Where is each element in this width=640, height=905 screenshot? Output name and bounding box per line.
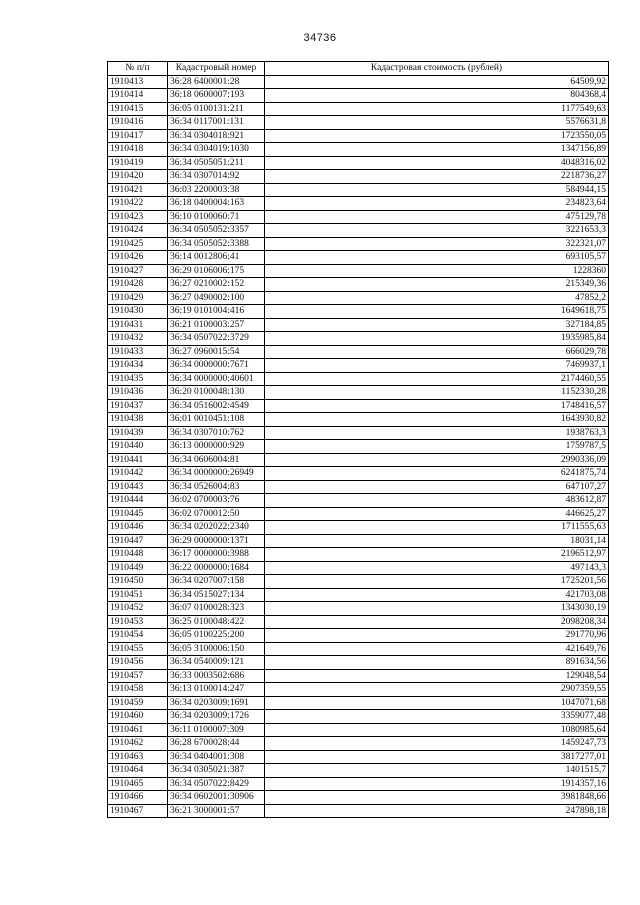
cadastral-number-cell: 36:34 0307010:762: [168, 426, 265, 440]
table-row: [108, 318, 609, 332]
cadastral-number-cell: 36:34 0304018:921: [168, 129, 265, 143]
table-row: [108, 791, 609, 805]
table-row: [108, 575, 609, 589]
table-row: [108, 102, 609, 116]
row-index-cell: 1910416: [108, 116, 168, 130]
row-index-cell: 1910419: [108, 156, 168, 170]
table-row: [108, 521, 609, 535]
cadastral-value-cell: 1649618,75: [265, 305, 609, 319]
cadastral-number-cell: 36:10 0100060:71: [168, 210, 265, 224]
row-index-cell: 1910453: [108, 615, 168, 629]
cadastral-value-cell: 1177549,63: [265, 102, 609, 116]
table-row: [108, 642, 609, 656]
table-row: [108, 737, 609, 751]
cadastral-number-cell: 36:20 0100048:130: [168, 386, 265, 400]
cadastral-number-cell: 36:21 0100003:257: [168, 318, 265, 332]
cadastral-value-cell: 1914357,16: [265, 777, 609, 791]
cadastral-number-cell: 36:34 0507022:8429: [168, 777, 265, 791]
cadastral-value-cell: 247898,18: [265, 804, 609, 818]
cadastral-value-cell: 1935985,84: [265, 332, 609, 346]
cadastral-value-cell: 1401515,7: [265, 764, 609, 778]
cadastral-number-cell: 36:19 0101004:416: [168, 305, 265, 319]
table-row: [108, 494, 609, 508]
table-row: [108, 129, 609, 143]
row-index-cell: 1910448: [108, 548, 168, 562]
row-index-cell: 1910422: [108, 197, 168, 211]
table-row: [108, 75, 609, 89]
cadastral-number-cell: 36:05 3100006:150: [168, 642, 265, 656]
cadastral-number-cell: 36:34 0505051:211: [168, 156, 265, 170]
table-row: [108, 372, 609, 386]
cadastral-value-cell: 483612,87: [265, 494, 609, 508]
cadastral-value-cell: 1080985,64: [265, 723, 609, 737]
row-index-cell: 1910430: [108, 305, 168, 319]
row-index-cell: 1910424: [108, 224, 168, 238]
table-row: [108, 89, 609, 103]
cadastral-number-cell: 36:33 0003502:686: [168, 669, 265, 683]
row-index-cell: 1910459: [108, 696, 168, 710]
row-index-cell: 1910428: [108, 278, 168, 292]
table-row: [108, 413, 609, 427]
row-index-cell: 1910414: [108, 89, 168, 103]
column-header-index: № п/п: [108, 62, 168, 76]
row-index-cell: 1910466: [108, 791, 168, 805]
row-index-cell: 1910413: [108, 75, 168, 89]
cadastral-value-table: [107, 61, 609, 818]
table-row: [108, 656, 609, 670]
cadastral-value-cell: 18031,14: [265, 534, 609, 548]
cadastral-value-cell: 291770,96: [265, 629, 609, 643]
table-row: [108, 426, 609, 440]
cadastral-number-cell: 36:17 0000000:3988: [168, 548, 265, 562]
cadastral-value-cell: 1643930,82: [265, 413, 609, 427]
cadastral-value-cell: 3981848,66: [265, 791, 609, 805]
cadastral-value-cell: 891634,56: [265, 656, 609, 670]
cadastral-number-cell: 36:34 0526004:83: [168, 480, 265, 494]
row-index-cell: 1910446: [108, 521, 168, 535]
cadastral-value-cell: 1748416,57: [265, 399, 609, 413]
cadastral-value-cell: 1228360: [265, 264, 609, 278]
row-index-cell: 1910455: [108, 642, 168, 656]
cadastral-value-cell: 1347156,89: [265, 143, 609, 157]
row-index-cell: 1910418: [108, 143, 168, 157]
cadastral-value-cell: 804368,4: [265, 89, 609, 103]
cadastral-number-cell: 36:34 0203009:1691: [168, 696, 265, 710]
column-header-cadastral-number: Кадастровый номер: [168, 62, 265, 76]
row-index-cell: 1910431: [108, 318, 168, 332]
row-index-cell: 1910451: [108, 588, 168, 602]
cadastral-value-cell: 497143,3: [265, 561, 609, 575]
cadastral-number-cell: 36:13 0000000:929: [168, 440, 265, 454]
cadastral-value-cell: 4048316,02: [265, 156, 609, 170]
cadastral-value-cell: 1938763,3: [265, 426, 609, 440]
cadastral-value-cell: 584944,15: [265, 183, 609, 197]
row-index-cell: 1910425: [108, 237, 168, 251]
row-index-cell: 1910458: [108, 683, 168, 697]
cadastral-value-cell: 5576631,8: [265, 116, 609, 130]
table-row: [108, 305, 609, 319]
cadastral-number-cell: 36:34 0505052:3388: [168, 237, 265, 251]
table-row: [108, 345, 609, 359]
row-index-cell: 1910467: [108, 804, 168, 818]
table-row: [108, 251, 609, 265]
row-index-cell: 1910456: [108, 656, 168, 670]
table-row: [108, 696, 609, 710]
cadastral-value-cell: 1725201,56: [265, 575, 609, 589]
cadastral-number-cell: 36:21 3000001:57: [168, 804, 265, 818]
cadastral-value-cell: 1759787,5: [265, 440, 609, 454]
table-row: [108, 777, 609, 791]
table-row: [108, 480, 609, 494]
cadastral-number-cell: 36:34 0000000:26949: [168, 467, 265, 481]
table-row: [108, 629, 609, 643]
row-index-cell: 1910461: [108, 723, 168, 737]
cadastral-number-cell: 36:18 0600007:193: [168, 89, 265, 103]
cadastral-number-cell: 36:27 0490002:100: [168, 291, 265, 305]
cadastral-number-cell: 36:25 0100048:422: [168, 615, 265, 629]
cadastral-number-cell: 36:27 0960015:54: [168, 345, 265, 359]
table-row: [108, 237, 609, 251]
cadastral-value-cell: 1459247,73: [265, 737, 609, 751]
cadastral-value-cell: 1343030,19: [265, 602, 609, 616]
row-index-cell: 1910452: [108, 602, 168, 616]
table-row: [108, 467, 609, 481]
cadastral-value-cell: 2174460,55: [265, 372, 609, 386]
cadastral-number-cell: 36:05 0100131:211: [168, 102, 265, 116]
cadastral-number-cell: 36:34 0304019:1030: [168, 143, 265, 157]
cadastral-number-cell: 36:34 0117001:131: [168, 116, 265, 130]
row-index-cell: 1910441: [108, 453, 168, 467]
table-row: [108, 548, 609, 562]
row-index-cell: 1910438: [108, 413, 168, 427]
cadastral-number-cell: 36:34 0507022:3729: [168, 332, 265, 346]
row-index-cell: 1910433: [108, 345, 168, 359]
cadastral-value-cell: 3221653,3: [265, 224, 609, 238]
cadastral-number-cell: 36:02 0700003:76: [168, 494, 265, 508]
cadastral-number-cell: 36:34 0207007:158: [168, 575, 265, 589]
table-row: [108, 116, 609, 130]
cadastral-number-cell: 36:29 0000000:1371: [168, 534, 265, 548]
row-index-cell: 1910435: [108, 372, 168, 386]
cadastral-number-cell: 36:28 6400001:28: [168, 75, 265, 89]
row-index-cell: 1910427: [108, 264, 168, 278]
cadastral-number-cell: 36:01 0010451:108: [168, 413, 265, 427]
cadastral-value-cell: 129048,54: [265, 669, 609, 683]
table-row: [108, 440, 609, 454]
table-body: [108, 75, 609, 818]
cadastral-number-cell: 36:34 0602001:30906: [168, 791, 265, 805]
table-row: [108, 453, 609, 467]
cadastral-number-cell: 36:18 0400004:163: [168, 197, 265, 211]
row-index-cell: 1910465: [108, 777, 168, 791]
row-index-cell: 1910439: [108, 426, 168, 440]
cadastral-value-cell: 327184,85: [265, 318, 609, 332]
page-number: 34736: [303, 32, 337, 44]
cadastral-value-cell: 475129,78: [265, 210, 609, 224]
row-index-cell: 1910463: [108, 750, 168, 764]
cadastral-value-cell: 1152330,28: [265, 386, 609, 400]
cadastral-value-cell: 6241875,74: [265, 467, 609, 481]
cadastral-number-cell: 36:07 0100028:323: [168, 602, 265, 616]
row-index-cell: 1910457: [108, 669, 168, 683]
table-row: [108, 224, 609, 238]
cadastral-value-cell: 421703,08: [265, 588, 609, 602]
cadastral-number-cell: 36:34 0000000:40601: [168, 372, 265, 386]
table-row: [108, 710, 609, 724]
table-row: [108, 588, 609, 602]
cadastral-number-cell: 36:22 0000000:1684: [168, 561, 265, 575]
row-index-cell: 1910429: [108, 291, 168, 305]
row-index-cell: 1910415: [108, 102, 168, 116]
cadastral-number-cell: 36:13 0100014:247: [168, 683, 265, 697]
cadastral-number-cell: 36:02 0700012:50: [168, 507, 265, 521]
cadastral-value-cell: 2907359,55: [265, 683, 609, 697]
table-row: [108, 723, 609, 737]
row-index-cell: 1910417: [108, 129, 168, 143]
cadastral-value-cell: 3359077,48: [265, 710, 609, 724]
row-index-cell: 1910450: [108, 575, 168, 589]
row-index-cell: 1910464: [108, 764, 168, 778]
table-row: [108, 764, 609, 778]
cadastral-value-cell: 666029,78: [265, 345, 609, 359]
row-index-cell: 1910426: [108, 251, 168, 265]
row-index-cell: 1910462: [108, 737, 168, 751]
cadastral-number-cell: 36:34 0515027:134: [168, 588, 265, 602]
column-header-cadastral-value: Кадастровая стоимость (рублей): [265, 62, 609, 76]
cadastral-value-cell: 693105,57: [265, 251, 609, 265]
cadastral-value-cell: 446625,27: [265, 507, 609, 521]
table-row: [108, 507, 609, 521]
cadastral-value-cell: 1711555,63: [265, 521, 609, 535]
table-row: [108, 264, 609, 278]
cadastral-value-cell: 421649,76: [265, 642, 609, 656]
table-row: [108, 602, 609, 616]
cadastral-number-cell: 36:34 0505052:3357: [168, 224, 265, 238]
row-index-cell: 1910460: [108, 710, 168, 724]
cadastral-value-cell: 64509,92: [265, 75, 609, 89]
cadastral-number-cell: 36:03 2200003:38: [168, 183, 265, 197]
row-index-cell: 1910421: [108, 183, 168, 197]
table-row: [108, 156, 609, 170]
table-row: [108, 399, 609, 413]
cadastral-number-cell: 36:34 0404001:308: [168, 750, 265, 764]
table-row: [108, 615, 609, 629]
cadastral-number-cell: 36:28 6700028:44: [168, 737, 265, 751]
cadastral-number-cell: 36:34 0305021:387: [168, 764, 265, 778]
table-row: [108, 359, 609, 373]
cadastral-value-cell: 2196512,97: [265, 548, 609, 562]
table-row: [108, 210, 609, 224]
table-row: [108, 804, 609, 818]
table-header-row: [108, 62, 609, 76]
cadastral-value-cell: 215349,36: [265, 278, 609, 292]
cadastral-number-cell: 36:34 0606004:81: [168, 453, 265, 467]
row-index-cell: 1910423: [108, 210, 168, 224]
table-row: [108, 534, 609, 548]
row-index-cell: 1910436: [108, 386, 168, 400]
table-row: [108, 669, 609, 683]
row-index-cell: 1910434: [108, 359, 168, 373]
cadastral-value-cell: 322321,07: [265, 237, 609, 251]
table-row: [108, 683, 609, 697]
table-row: [108, 332, 609, 346]
table-row: [108, 143, 609, 157]
cadastral-value-cell: 2098208,34: [265, 615, 609, 629]
cadastral-value-cell: 47852,2: [265, 291, 609, 305]
row-index-cell: 1910447: [108, 534, 168, 548]
row-index-cell: 1910449: [108, 561, 168, 575]
cadastral-number-cell: 36:29 0106006:175: [168, 264, 265, 278]
row-index-cell: 1910443: [108, 480, 168, 494]
cadastral-value-cell: 2218736,27: [265, 170, 609, 184]
row-index-cell: 1910444: [108, 494, 168, 508]
table-row: [108, 170, 609, 184]
table-row: [108, 750, 609, 764]
cadastral-number-cell: 36:34 0307014:92: [168, 170, 265, 184]
cadastral-number-cell: 36:34 0516002:4549: [168, 399, 265, 413]
cadastral-number-cell: 36:34 0202022:2340: [168, 521, 265, 535]
table-row: [108, 197, 609, 211]
row-index-cell: 1910442: [108, 467, 168, 481]
cadastral-value-cell: 1723550,05: [265, 129, 609, 143]
cadastral-value-cell: 2990336,09: [265, 453, 609, 467]
table-row: [108, 561, 609, 575]
row-index-cell: 1910432: [108, 332, 168, 346]
cadastral-number-cell: 36:34 0540009:121: [168, 656, 265, 670]
cadastral-value-cell: 3817277,01: [265, 750, 609, 764]
table-row: [108, 386, 609, 400]
table-row: [108, 291, 609, 305]
row-index-cell: 1910440: [108, 440, 168, 454]
cadastral-number-cell: 36:05 0100225:200: [168, 629, 265, 643]
cadastral-number-cell: 36:34 0000000:7671: [168, 359, 265, 373]
cadastral-value-cell: 234823,64: [265, 197, 609, 211]
cadastral-number-cell: 36:14 0012806:41: [168, 251, 265, 265]
cadastral-number-cell: 36:34 0203009:1726: [168, 710, 265, 724]
cadastral-value-cell: 7469937,1: [265, 359, 609, 373]
row-index-cell: 1910437: [108, 399, 168, 413]
row-index-cell: 1910420: [108, 170, 168, 184]
cadastral-number-cell: 36:27 0210002:152: [168, 278, 265, 292]
cadastral-value-cell: 647107,27: [265, 480, 609, 494]
cadastral-value-cell: 1047071,68: [265, 696, 609, 710]
table-row: [108, 278, 609, 292]
row-index-cell: 1910454: [108, 629, 168, 643]
table-row: [108, 183, 609, 197]
cadastral-number-cell: 36:11 0100007:309: [168, 723, 265, 737]
row-index-cell: 1910445: [108, 507, 168, 521]
